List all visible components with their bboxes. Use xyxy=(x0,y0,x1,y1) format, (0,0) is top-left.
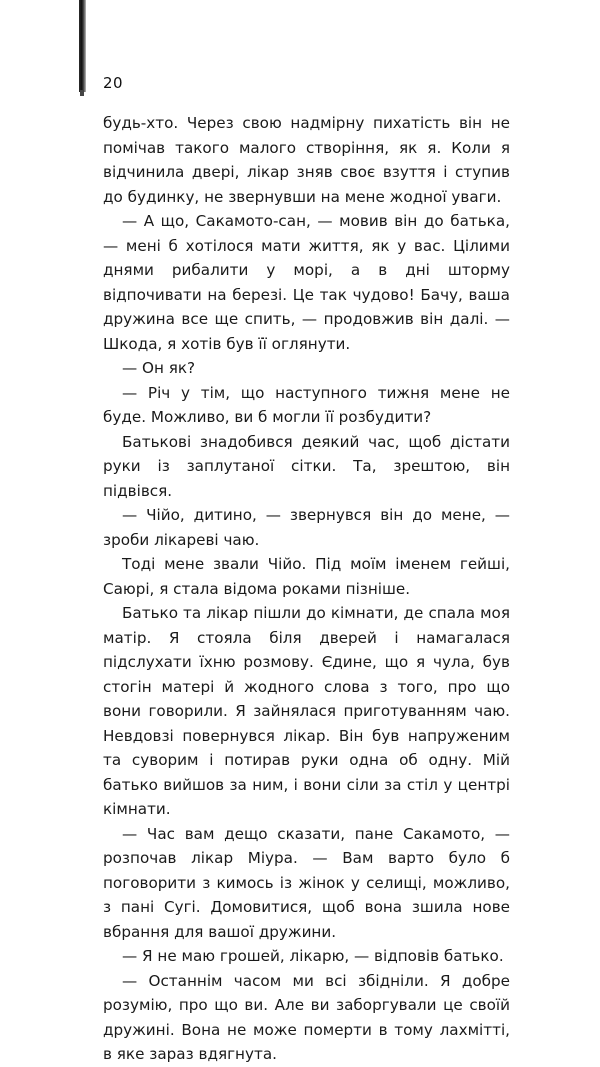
paragraph: — Чійо, дитино, — звернувся він до мене, — зроби лікареві чаю. xyxy=(103,506,510,549)
paragraph: Тоді мене звали Чійо. Під моїм іменем гейші, Саюрі, я стала відома роками пізніше. xyxy=(103,555,510,598)
page-number: 20 xyxy=(103,74,124,92)
body-text xyxy=(103,111,510,1067)
paragraph: Батькові знадобився деякий час, щоб дістати руки із заплутаної сітки. Та, зрештою, він підвівся. xyxy=(103,432,510,500)
page-edge-bar xyxy=(79,0,86,92)
paragraph: — Річ у тім, що наступного тижня мене не буде. Можливо, ви б могли її розбудити? xyxy=(103,383,510,426)
paragraph: — А що, Сакамото-сан, — мовив він до батька, — мені б хотілося мати життя, як у вас. Цілими днями рибалити у морі, а в дні шторму відпочивати на березі. Це так чудово! Бачу, ваша дружина все ще спить, — продовжив він далі. — Шкода, я хотів був її оглянути. xyxy=(103,212,510,353)
paragraph: будь-хто. Через свою надмірну пихатість він не помічав такого малого створіння, як я. Коли я відчинила двері, лікар зняв своє взуття і ступив до будинку, не звернувши на мене жодної уваги. xyxy=(103,114,510,206)
paragraph: — Он як? xyxy=(122,359,196,377)
paragraph: — Я не маю грошей, лікарю, — відповів батько. xyxy=(122,947,504,965)
paragraph: Батько та лікар пішли до кімнати, де спала моя матір. Я стояла біля дверей і намагалася підслухати їхню розмову. Єдине, що я чула, був стогін матері й жодного слова з того, про що вони говорили. Я зайнялася приготуванням чаю. Невдовзі повернувся лікар. Він був напруженим та суворим і потирав руки одна об одну. Мій батько вийшов за ним, і вони сіли за стіл у центрі кімнати. xyxy=(103,604,510,818)
paragraph: — Останнім часом ми всі збідніли. Я добре розумію, про що ви. Але ви заборгували це своїй дружині. Вона не може померти в тому лахмітті, в яке зараз вдягнута. xyxy=(103,971,510,1063)
paragraph: — Час вам дещо сказати, пане Сакамото, — розпочав лікар Міура. — Вам варто було б поговорити з кимось із жінок у селищі, можливо, з пані Сугі. Домовитися, щоб вона зшила нове вбрання для вашої дружини. xyxy=(103,824,510,941)
